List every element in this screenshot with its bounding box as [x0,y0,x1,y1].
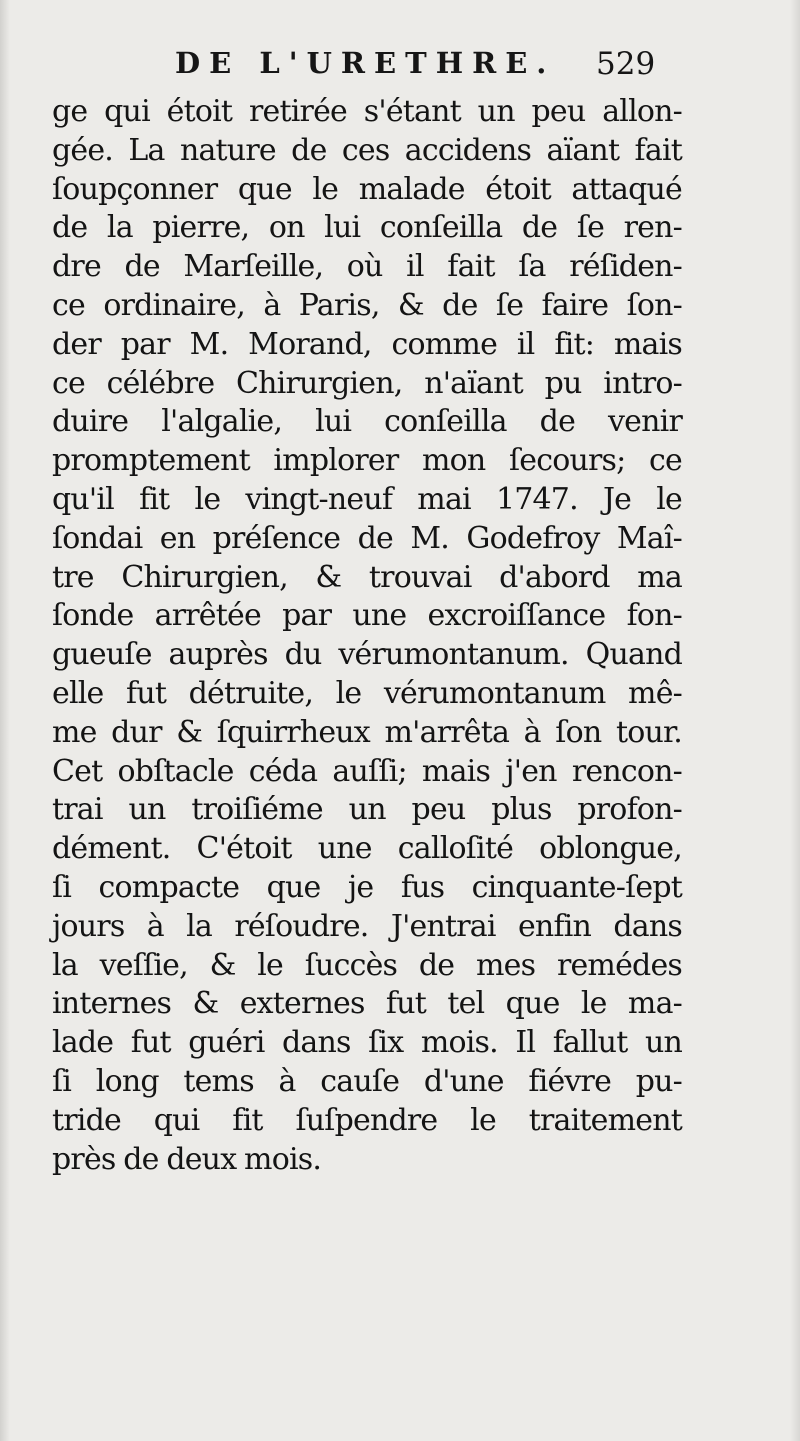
text-line: internes & externes fut tel que le ma- [52,986,682,1022]
page-gutter-shadow [0,0,10,1441]
text-line: la veſſie, & le ſuccès de mes remédes [52,947,682,983]
text-line: ſonde arrêtée par une excroiſſance fon- [52,598,682,634]
text-line: Cet obſtacle céda auſſi; mais j'en rencon- [52,753,682,789]
text-line: ge qui étoit retirée s'étant un peu allon- [52,94,682,129]
text-line: ſondai en préſence de M. Godefroy Maî- [52,520,682,556]
text-line: gée. La nature de ces accidens aïant fait [52,132,682,168]
text-line: ſoupçonner que le malade étoit attaqué [52,171,682,207]
text-line: elle fut détruite, le vérumontanum mê- [52,675,682,711]
text-line: ce célébre Chirurgien, n'aïant pu intro- [52,365,682,401]
text-line: ce ordinaire, à Paris, & de ſe faire ſon- [52,287,682,323]
text-line: lade fut guéri dans ſix mois. Il fallut un [52,1025,682,1061]
text-line: tride qui fit ſuſpendre le traitement [52,1102,682,1138]
text-line: tre Chirurgien, & trouvai d'abord ma [52,559,682,595]
text-line: trai un troiſiéme un peu plus profon- [52,792,682,828]
page-edge-shadow [790,0,800,1441]
running-head [0,46,800,92]
text-line: ſi compacte que je fus cinquante-ſept [52,869,682,905]
body-text [52,93,682,1179]
text-line: de la pierre, on lui conſeilla de ſe ren- [52,210,682,246]
text-line: dément. C'étoit une calloſité oblongue, [52,831,682,867]
text-line: duire l'algalie, lui conſeilla de venir [52,404,682,440]
page-number: 529 [596,46,656,82]
text-line: der par M. Morand, comme il fit: mais [52,326,682,362]
text-line: promptement implorer mon ſecours; ce [52,443,682,479]
text-line: dre de Marſeille, où il fait ſa réſiden- [52,249,682,285]
text-line: ſi long tems à cauſe d'une fiévre pu- [52,1063,682,1099]
text-line: me dur & ſquirrheux m'arrêta à ſon tour. [52,714,682,750]
text-line: gueuſe auprès du vérumontanum. Quand [52,637,682,673]
text-line: qu'il fit le vingt-neuf mai 1747. Je le [52,481,682,517]
running-head-title: DE L'URETHRE. [175,46,556,80]
text-line: jours à la réſoudre. J'entrai enfin dans [52,908,682,944]
text-line-last: près de deux mois. [52,1141,322,1177]
